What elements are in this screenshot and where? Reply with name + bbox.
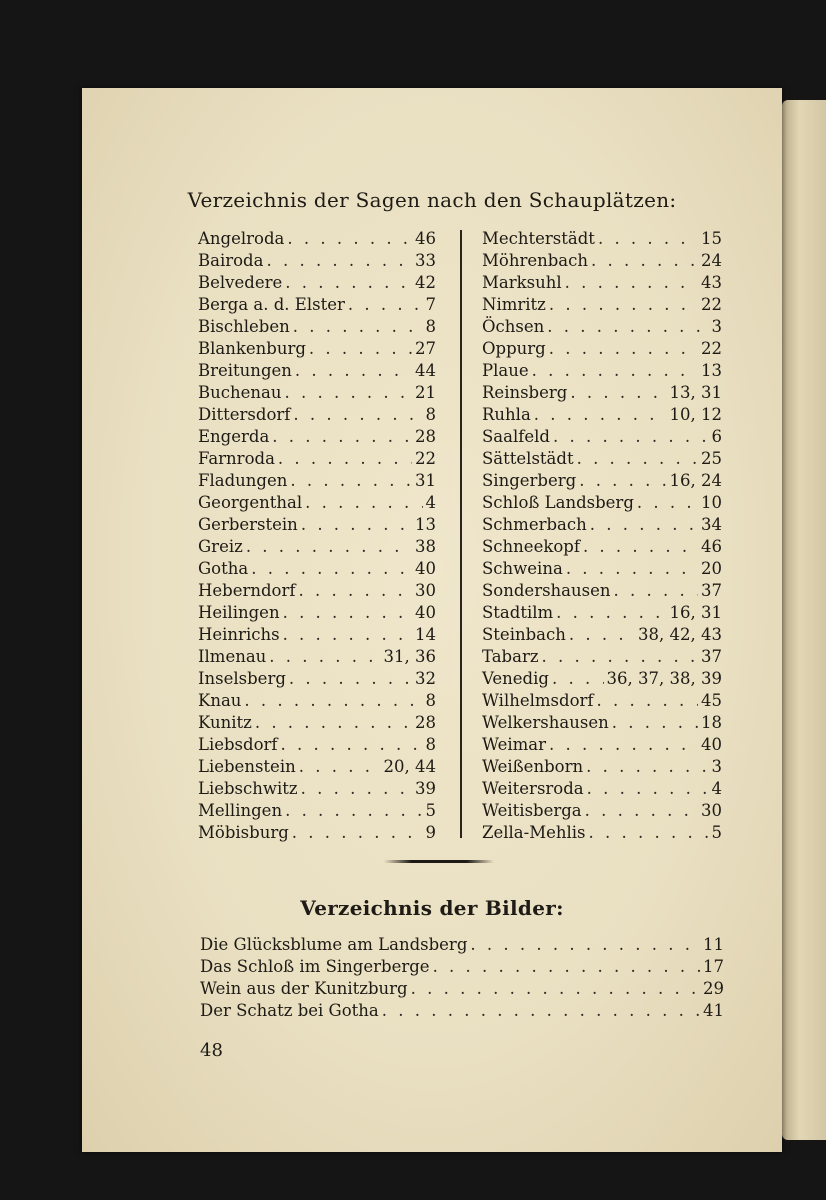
index-entry xyxy=(482,756,722,778)
entry-name: Liebenstein xyxy=(198,757,296,776)
leader-dots xyxy=(251,558,412,580)
entry-name: Liebsdorf xyxy=(198,735,278,754)
index-entry xyxy=(198,536,436,558)
entry-page: 38 xyxy=(415,537,436,556)
entry-name: Sättelstädt xyxy=(482,449,574,468)
entry-page: 10, 12 xyxy=(669,405,722,424)
entry-name: Mechterstädt xyxy=(482,229,595,248)
leader-dots xyxy=(585,800,698,822)
leader-dots xyxy=(283,624,412,646)
leader-dots xyxy=(301,514,412,536)
leader-dots xyxy=(579,470,666,492)
leader-dots xyxy=(246,536,412,558)
entry-name: Weißenborn xyxy=(482,757,584,776)
leader-dots xyxy=(612,712,698,734)
index-entry xyxy=(482,404,722,426)
index-entry xyxy=(198,580,436,602)
entry-name: Wilhelmsdorf xyxy=(482,691,594,710)
entry-name: Ilmenau xyxy=(198,647,267,666)
entry-page: 16, 24 xyxy=(669,471,722,490)
entry-name: Engerda xyxy=(198,427,270,446)
entry-page: 39 xyxy=(415,779,436,798)
entry-name: Breitungen xyxy=(198,361,292,380)
entry-page: 18 xyxy=(701,713,722,732)
entry-page: 4 xyxy=(711,779,722,798)
leader-dots xyxy=(299,580,413,602)
section-separator-rule xyxy=(384,860,494,863)
leader-dots xyxy=(547,316,708,338)
book-page xyxy=(82,88,782,1152)
entry-page: 42 xyxy=(415,273,436,292)
index-entry xyxy=(198,294,436,316)
leader-dots xyxy=(553,426,709,448)
index-entry xyxy=(482,712,722,734)
entry-page: 3 xyxy=(711,757,722,776)
entry-name: Tabarz xyxy=(482,647,539,666)
entry-page: 40 xyxy=(415,559,436,578)
entry-name: Kunitz xyxy=(198,713,252,732)
entry-page: 5 xyxy=(711,823,722,842)
index-entry xyxy=(198,624,436,646)
index-entry xyxy=(482,800,722,822)
entry-name: Schloß Landsberg xyxy=(482,493,634,512)
entry-page: 33 xyxy=(415,251,436,270)
index-entry xyxy=(200,956,724,978)
leader-dots xyxy=(301,778,412,800)
places-index-title: Verzeichnis der Sagen nach den Schauplätzen: xyxy=(187,188,677,212)
entry-page: 8 xyxy=(425,735,436,754)
entry-page: 44 xyxy=(415,361,436,380)
entry-page: 32 xyxy=(415,669,436,688)
leader-dots xyxy=(549,734,698,756)
entry-name: Gerberstein xyxy=(198,515,298,534)
leader-dots xyxy=(614,580,699,602)
index-entry xyxy=(482,536,722,558)
index-entry xyxy=(482,426,722,448)
entry-page: 14 xyxy=(415,625,436,644)
entry-name: Öchsen xyxy=(482,317,545,336)
entry-name: Schweina xyxy=(482,559,563,578)
leader-dots xyxy=(433,956,700,978)
index-entry xyxy=(198,492,436,514)
entry-page: 43 xyxy=(701,273,722,292)
entry-name: Der Schatz bei Gotha xyxy=(200,1001,379,1020)
entry-name: Weitersroda xyxy=(482,779,584,798)
leader-dots xyxy=(284,382,412,404)
entry-name: Sondershausen xyxy=(482,581,611,600)
entry-name: Plaue xyxy=(482,361,529,380)
entry-name: Schneekopf xyxy=(482,537,580,556)
leader-dots xyxy=(299,756,381,778)
entry-page: 11 xyxy=(703,935,724,954)
leader-dots xyxy=(287,228,412,250)
entry-page: 28 xyxy=(415,427,436,446)
leader-dots xyxy=(534,404,667,426)
leader-dots xyxy=(566,558,698,580)
entry-name: Heilingen xyxy=(198,603,280,622)
leader-dots xyxy=(244,690,422,712)
index-entry xyxy=(198,250,436,272)
leader-dots xyxy=(269,646,380,668)
index-entry xyxy=(482,316,722,338)
index-entry xyxy=(482,250,722,272)
leader-dots xyxy=(293,404,422,426)
index-entry xyxy=(198,338,436,360)
entry-page: 40 xyxy=(701,735,722,754)
index-entry xyxy=(198,690,436,712)
leader-dots xyxy=(255,712,412,734)
index-entry xyxy=(482,470,722,492)
leader-dots xyxy=(278,448,412,470)
index-entry xyxy=(198,470,436,492)
entry-name: Liebschwitz xyxy=(198,779,298,798)
leader-dots xyxy=(570,382,666,404)
index-entry xyxy=(482,272,722,294)
entry-name: Das Schloß im Singerberge xyxy=(200,957,430,976)
entry-page: 22 xyxy=(701,339,722,358)
leader-dots xyxy=(285,800,422,822)
entry-page: 13 xyxy=(701,361,722,380)
leader-dots xyxy=(597,690,699,712)
entry-name: Weitisberga xyxy=(482,801,582,820)
entry-name: Blankenburg xyxy=(198,339,306,358)
entry-page: 10 xyxy=(701,493,722,512)
entry-name: Georgenthal xyxy=(198,493,303,512)
leader-dots xyxy=(470,934,700,956)
entry-name: Saalfeld xyxy=(482,427,550,446)
entry-page: 8 xyxy=(425,405,436,424)
leader-dots xyxy=(549,338,698,360)
pictures-index-title: Verzeichnis der Bilder: xyxy=(300,896,564,920)
leader-dots xyxy=(589,822,709,844)
index-entry xyxy=(200,978,724,1000)
index-entry xyxy=(482,382,722,404)
entry-page: 40 xyxy=(415,603,436,622)
entry-page: 8 xyxy=(425,317,436,336)
index-entry xyxy=(198,756,436,778)
entry-page: 30 xyxy=(701,801,722,820)
entry-name: Bairoda xyxy=(198,251,264,270)
index-entry xyxy=(198,822,436,844)
places-left-column xyxy=(198,228,436,844)
leader-dots xyxy=(542,646,698,668)
index-entry xyxy=(198,558,436,580)
leader-dots xyxy=(565,272,698,294)
leader-dots xyxy=(283,602,412,624)
entry-name: Farnroda xyxy=(198,449,275,468)
entry-name: Weimar xyxy=(482,735,547,754)
leader-dots xyxy=(295,360,412,382)
index-entry xyxy=(482,668,722,690)
index-entry xyxy=(198,778,436,800)
entry-page: 15 xyxy=(701,229,722,248)
entry-name: Marksuhl xyxy=(482,273,562,292)
index-entry xyxy=(482,492,722,514)
leader-dots xyxy=(590,514,698,536)
leader-dots xyxy=(569,624,635,646)
entry-name: Ruhla xyxy=(482,405,531,424)
entry-name: Oppurg xyxy=(482,339,546,358)
leader-dots xyxy=(382,1000,700,1022)
entry-page: 45 xyxy=(701,691,722,710)
index-entry xyxy=(198,426,436,448)
entry-name: Welkershausen xyxy=(482,713,609,732)
index-entry xyxy=(198,382,436,404)
entry-name: Heberndorf xyxy=(198,581,296,600)
entry-page: 22 xyxy=(701,295,722,314)
entry-name: Die Glücksblume am Landsberg xyxy=(200,935,468,954)
index-entry xyxy=(198,602,436,624)
index-entry xyxy=(482,646,722,668)
index-entry xyxy=(482,734,722,756)
entry-page: 13 xyxy=(415,515,436,534)
entry-page: 37 xyxy=(701,647,722,666)
entry-page: 31 xyxy=(415,471,436,490)
index-entry xyxy=(198,668,436,690)
index-entry xyxy=(198,272,436,294)
entry-page: 4 xyxy=(425,493,436,512)
index-entry xyxy=(482,580,722,602)
leader-dots xyxy=(272,426,412,448)
entry-name: Knau xyxy=(198,691,242,710)
entry-name: Buchenau xyxy=(198,383,282,402)
entry-page: 3 xyxy=(711,317,722,336)
leader-dots xyxy=(598,228,698,250)
index-entry xyxy=(482,822,722,844)
entry-page: 38, 42, 43 xyxy=(638,625,722,644)
index-entry xyxy=(198,712,436,734)
entry-page: 8 xyxy=(425,691,436,710)
index-entry xyxy=(482,690,722,712)
entry-page: 46 xyxy=(701,537,722,556)
entry-name: Wein aus der Kunitzburg xyxy=(200,979,408,998)
entry-page: 22 xyxy=(415,449,436,468)
entry-name: Steinbach xyxy=(482,625,566,644)
entry-page: 20, 44 xyxy=(383,757,436,776)
entry-name: Schmerbach xyxy=(482,515,587,534)
entry-name: Gotha xyxy=(198,559,249,578)
adjacent-page-edge xyxy=(782,100,826,1140)
entry-page: 34 xyxy=(701,515,722,534)
entry-page: 29 xyxy=(703,979,724,998)
index-entry xyxy=(482,778,722,800)
entry-page: 21 xyxy=(415,383,436,402)
entry-page: 9 xyxy=(425,823,436,842)
leader-dots xyxy=(348,294,423,316)
entry-page: 31, 36 xyxy=(383,647,436,666)
leader-dots xyxy=(549,294,698,316)
entry-name: Zella-Mehlis xyxy=(482,823,586,842)
entry-name: Fladungen xyxy=(198,471,288,490)
index-entry xyxy=(198,228,436,250)
entry-page: 25 xyxy=(701,449,722,468)
entry-name: Belvedere xyxy=(198,273,283,292)
leader-dots xyxy=(577,448,698,470)
entry-page: 27 xyxy=(415,339,436,358)
leader-dots xyxy=(289,668,412,690)
leader-dots xyxy=(552,668,604,690)
leader-dots xyxy=(281,734,423,756)
index-entry xyxy=(482,558,722,580)
entry-page: 16, 31 xyxy=(669,603,722,622)
index-entry xyxy=(200,1000,724,1022)
index-entry xyxy=(198,734,436,756)
index-entry xyxy=(482,514,722,536)
entry-name: Bischleben xyxy=(198,317,290,336)
leader-dots xyxy=(290,470,412,492)
entry-page: 17 xyxy=(703,957,724,976)
index-entry xyxy=(482,294,722,316)
index-entry xyxy=(482,338,722,360)
leader-dots xyxy=(285,272,412,294)
entry-page: 37 xyxy=(701,581,722,600)
index-entry xyxy=(198,448,436,470)
entry-page: 20 xyxy=(701,559,722,578)
index-entry xyxy=(482,228,722,250)
entry-page: 24 xyxy=(701,251,722,270)
page-number: 48 xyxy=(200,1040,223,1061)
entry-name: Inselsberg xyxy=(198,669,286,688)
leader-dots xyxy=(532,360,698,382)
entry-page: 30 xyxy=(415,581,436,600)
index-entry xyxy=(198,646,436,668)
index-entry xyxy=(482,624,722,646)
entry-name: Greiz xyxy=(198,537,243,556)
entry-name: Dittersdorf xyxy=(198,405,291,424)
entry-page: 28 xyxy=(415,713,436,732)
leader-dots xyxy=(583,536,698,558)
index-entry xyxy=(198,360,436,382)
leader-dots xyxy=(293,316,423,338)
leader-dots xyxy=(411,978,700,1000)
entry-name: Berga a. d. Elster xyxy=(198,295,345,314)
entry-name: Möbisburg xyxy=(198,823,289,842)
leader-dots xyxy=(556,602,666,624)
entry-name: Angelroda xyxy=(198,229,285,248)
index-entry xyxy=(198,514,436,536)
entry-name: Heinrichs xyxy=(198,625,280,644)
entry-name: Nimritz xyxy=(482,295,546,314)
leader-dots xyxy=(587,778,709,800)
leader-dots xyxy=(305,492,422,514)
entry-name: Möhrenbach xyxy=(482,251,589,270)
leader-dots xyxy=(586,756,708,778)
index-entry xyxy=(482,602,722,624)
places-right-column xyxy=(482,228,722,844)
pictures-list xyxy=(200,934,724,1022)
leader-dots xyxy=(292,822,423,844)
entry-name: Mellingen xyxy=(198,801,283,820)
index-entry xyxy=(198,800,436,822)
entry-name: Venedig xyxy=(482,669,549,688)
entry-page: 36, 37, 38, 39 xyxy=(606,669,722,688)
entry-page: 6 xyxy=(711,427,722,446)
entry-page: 13, 31 xyxy=(669,383,722,402)
index-entry xyxy=(200,934,724,956)
entry-name: Stadtilm xyxy=(482,603,554,622)
entry-page: 7 xyxy=(425,295,436,314)
index-entry xyxy=(482,448,722,470)
entry-page: 46 xyxy=(415,229,436,248)
entry-page: 41 xyxy=(703,1001,724,1020)
column-divider xyxy=(460,230,462,838)
entry-name: Reinsberg xyxy=(482,383,568,402)
entry-page: 5 xyxy=(425,801,436,820)
leader-dots xyxy=(637,492,698,514)
entry-name: Singerberg xyxy=(482,471,577,490)
index-entry xyxy=(198,316,436,338)
index-entry xyxy=(482,360,722,382)
index-entry xyxy=(198,404,436,426)
leader-dots xyxy=(266,250,412,272)
leader-dots xyxy=(309,338,412,360)
leader-dots xyxy=(591,250,698,272)
